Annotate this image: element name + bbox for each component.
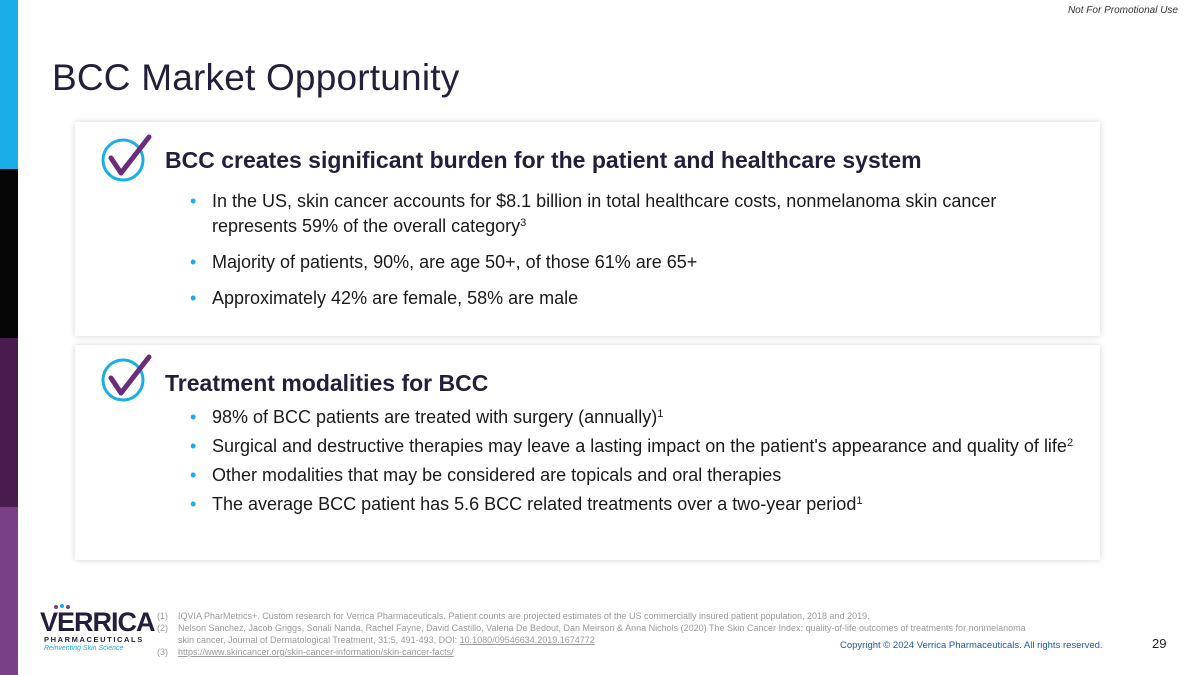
reference-item: (1) IQVIA PharMetrics+. Custom research for Verrica Pharmaceuticals. Patient counts are projected estimates of the US commercially insured patient population, 2018 and 2019.	[157, 611, 870, 621]
color-bar-segment	[0, 338, 18, 507]
left-color-bar	[0, 0, 18, 675]
bullet-icon: •	[190, 191, 197, 211]
reference-item: (2) Nelson Sanchez, Jacob Griggs, Sonali Nanda, Rachel Fayne, David Castillo, Valeria De Bedout, Dan Meirson & Anna Nichols (2020) The Skin Cancer Index: quality-of-life outcomes of treatments for nonmelanoma skin cancer, Journal of Dermatological Treatment, 31:5, 491-493, DOI: 10.1080/09546634.2019.1674772	[157, 623, 1026, 645]
reference-link[interactable]: https://www.skincancer.org/skin-cancer-information/skin-cancer-facts/	[178, 647, 454, 657]
bullet-icon: •	[190, 494, 197, 514]
section-card-burden	[75, 122, 1100, 336]
bullet-icon: •	[190, 436, 197, 456]
bullet-icon: •	[190, 252, 197, 272]
checkmark-circle-icon	[99, 353, 153, 403]
bullet-item: • Surgical and destructive therapies may leave a lasting impact on the patient's appearance and quality of life$^2$	[212, 434, 1082, 459]
section-card-treatment	[75, 345, 1100, 560]
checkmark-circle-icon	[99, 133, 153, 183]
bullet-item: • The average BCC patient has 5.6 BCC related treatments over a two-year period$^1$	[212, 492, 1082, 517]
bullet-icon: •	[190, 288, 197, 308]
page-title: BCC Market Opportunity	[52, 57, 460, 98]
bullet-item: • Approximately 42% are female, 58% are male	[212, 286, 1082, 311]
bullet-icon: •	[190, 465, 197, 485]
company-logo	[38, 603, 155, 661]
logo-name: VERRICA	[40, 607, 155, 637]
section-heading: BCC creates significant burden for the patient and healthcare system	[165, 147, 922, 173]
bullet-list	[190, 189, 1082, 322]
color-bar-segment	[0, 169, 18, 338]
bullet-item: • In the US, skin cancer accounts for $8.1 billion in total healthcare costs, nonmelanoma skin cancer represents 59% of the overall category$^3$	[190, 191, 997, 236]
doi-link[interactable]: 10.1080/09546634.2019.1674772	[459, 635, 595, 645]
reference-item: (3) https://www.skincancer.org/skin-cancer-information/skin-cancer-facts/	[157, 647, 454, 657]
section-heading: Treatment modalities for BCC	[165, 370, 489, 396]
logo-subtitle: PHARMACEUTICALS	[44, 635, 144, 644]
bullet-item: • 98% of BCC patients are treated with surgery (annually)$^1$	[212, 405, 1082, 430]
bullet-icon: •	[190, 407, 197, 427]
bullet-item: • Other modalities that may be considered are topicals and oral therapies	[212, 463, 1082, 488]
copyright-notice: Copyright © 2024 Verrica Pharmaceuticals. All rights reserved.	[840, 640, 1103, 651]
color-bar-segment	[0, 0, 18, 169]
color-bar-segment	[0, 507, 18, 675]
bullet-item: • Majority of patients, 90%, are age 50+, of those 61% are 65+	[212, 250, 1082, 275]
bullet-list	[190, 405, 1082, 521]
page-number: 29	[1152, 636, 1167, 651]
logo-tagline: Reinventing Skin Science	[44, 645, 124, 652]
promo-notice: Not For Promotional Use	[1067, 5, 1178, 16]
